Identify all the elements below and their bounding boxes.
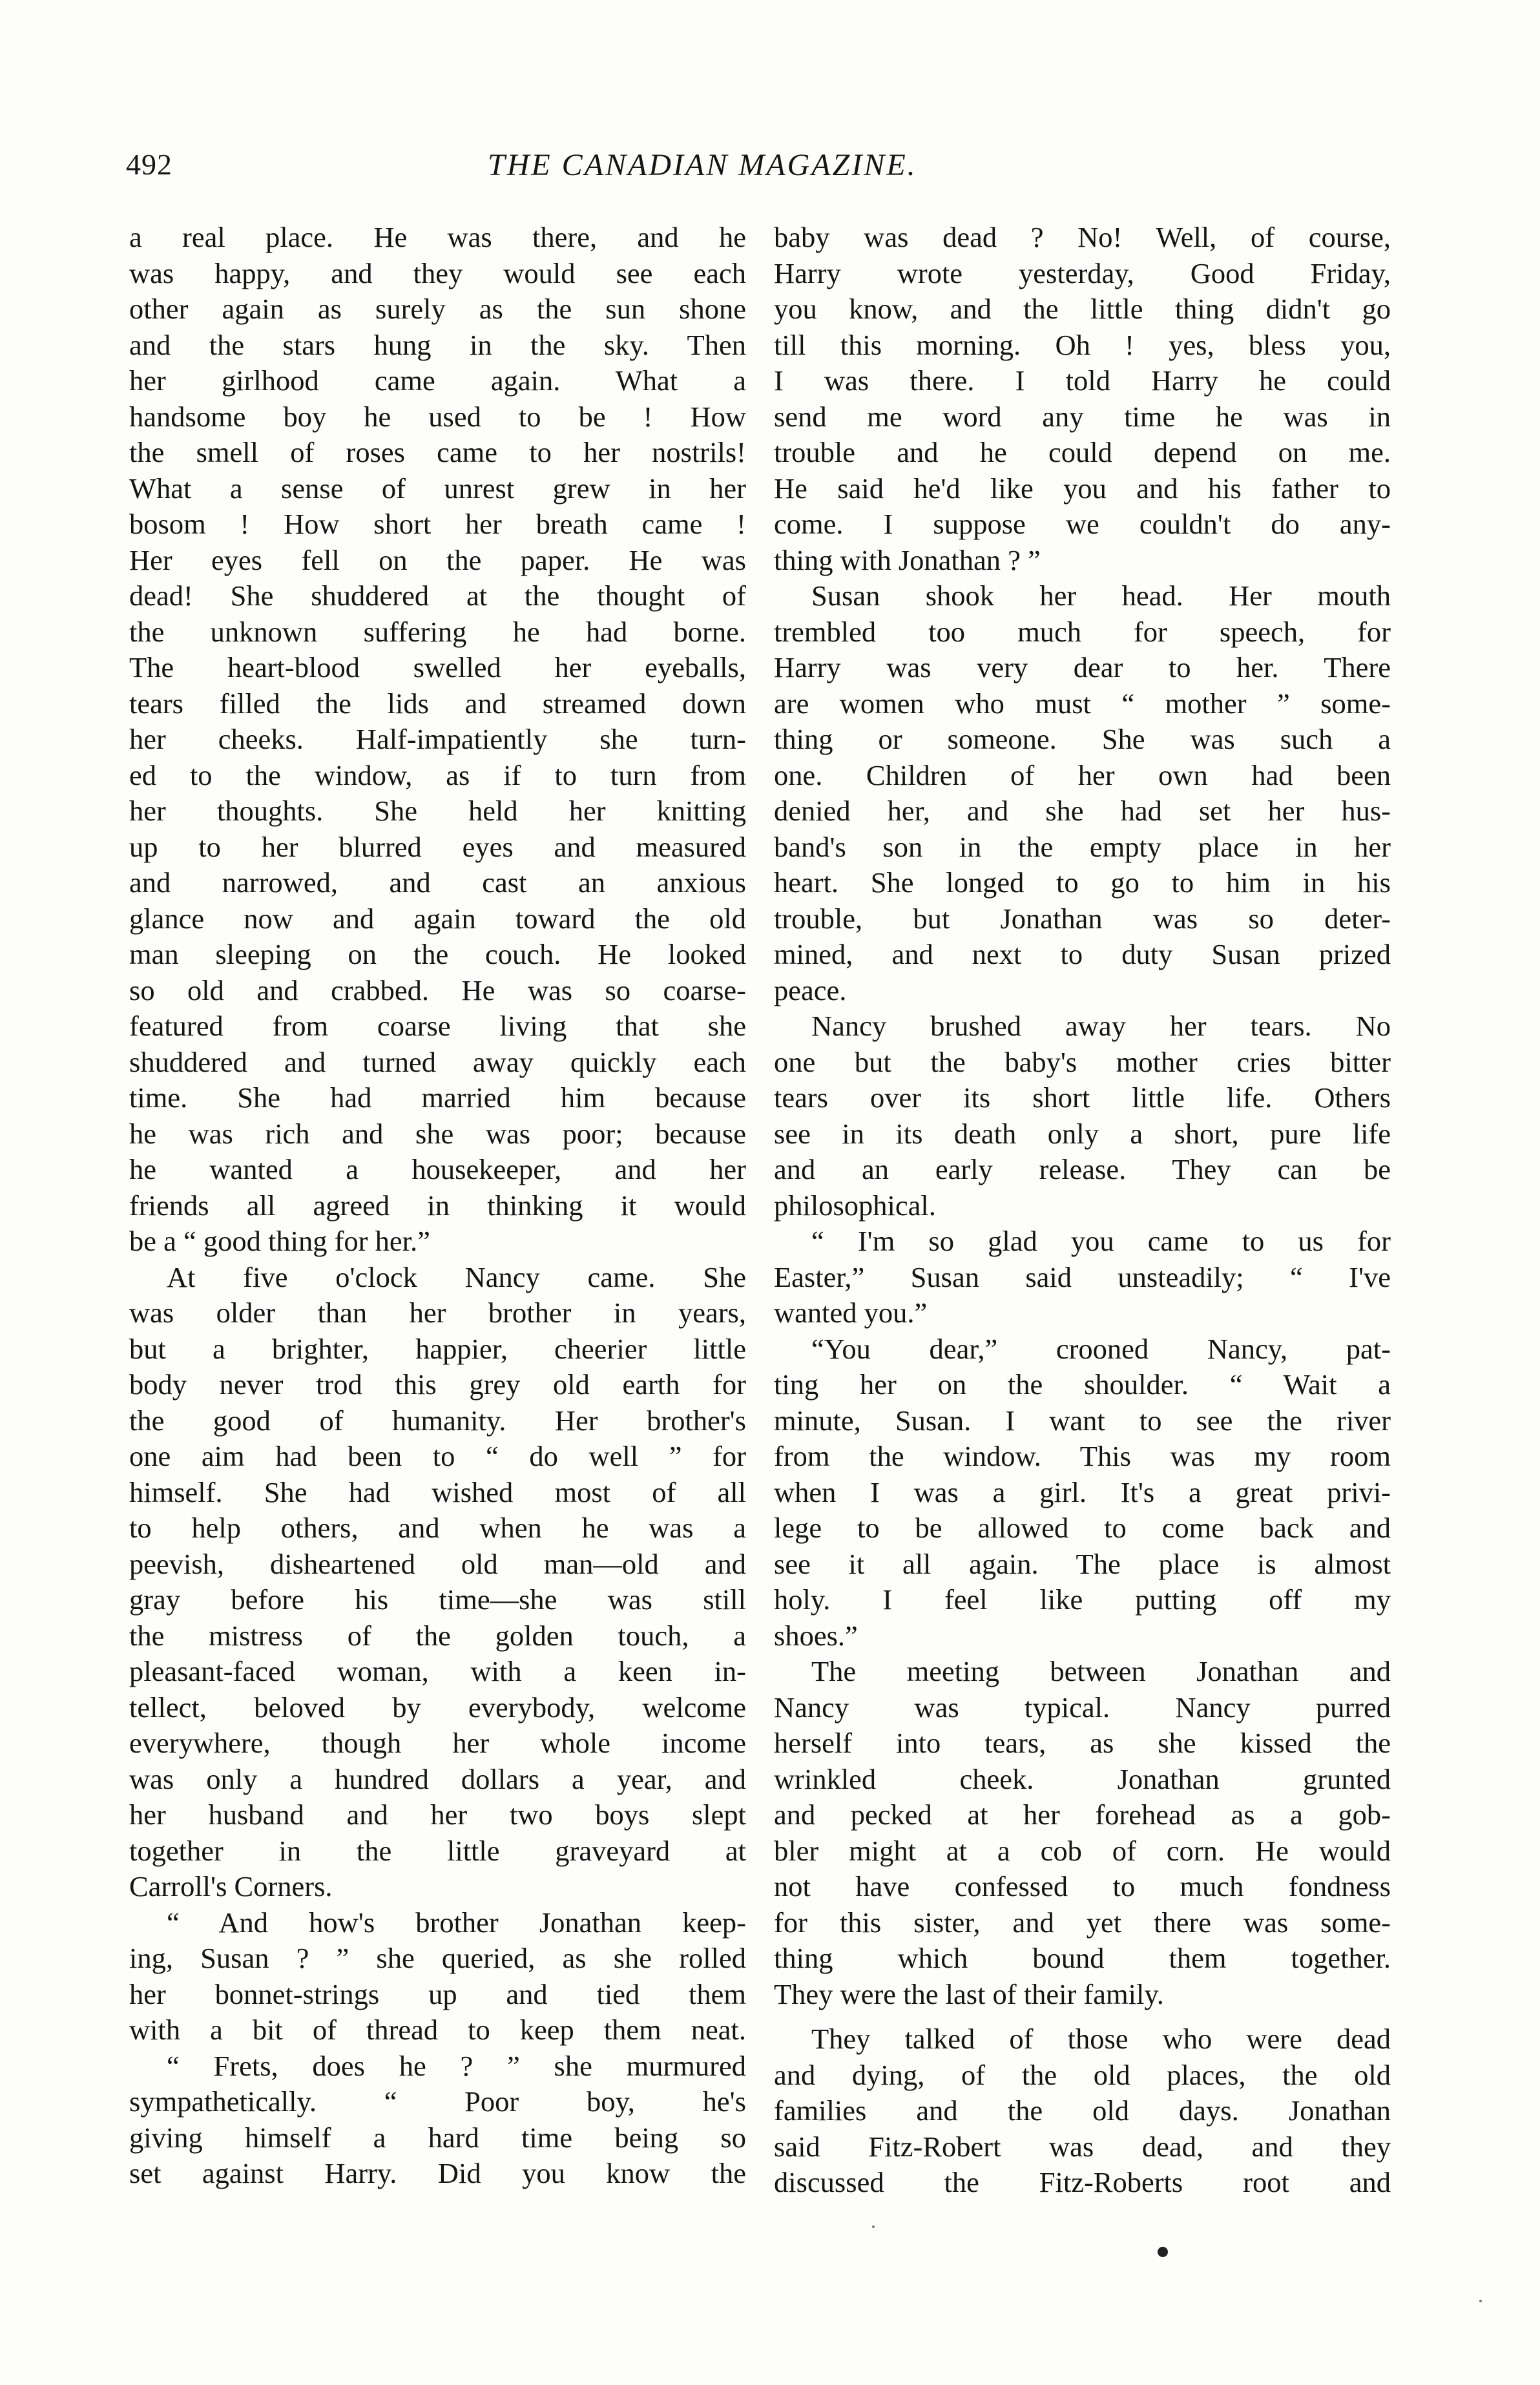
text-line: Nancy brushed away her tears. No [811,1010,1391,1042]
text-line: her bonnet-strings up and tied them [129,1977,746,2010]
text-line: and an early release. They can be [774,1153,1391,1185]
text-line: you know, and the little thing didn't go [774,293,1391,325]
text-line: ed to the window, as if to turn from [129,758,746,791]
text-line: was happy, and they would see each [129,256,746,289]
text-line: I was there. I told Harry he could [774,364,1391,397]
text-line: dead! She shuddered at the thought of [129,579,746,612]
text-line: mined, and next to duty Susan prized [774,938,1391,970]
text-line: denied her, and she had set her hus- [774,795,1391,827]
text-line: tears filled the lids and streamed down [129,687,746,720]
text-line: trembled too much for speech, for [774,615,1391,648]
page-number: 492 [126,148,172,181]
text-line: band's son in the empty place in her [774,830,1391,863]
text-line: shoes.” [774,1619,858,1652]
text-line: send me word any time he was in [774,400,1391,433]
text-line: not have confessed to much fondness [774,1870,1391,1902]
text-line: tellect, beloved by everybody, welcome [129,1691,746,1724]
text-line: for this sister, and yet there was some- [774,1906,1391,1939]
text-line: He said he'd like you and his father to [774,472,1391,505]
text-line: was older than her brother in years, [129,1297,746,1329]
text-line: a real place. He was there, and he [129,221,746,253]
text-line: and dying, of the old places, the old [774,2058,1391,2091]
text-line: pleasant-faced woman, with a keen in- [129,1655,746,1687]
text-line: up to her blurred eyes and measured [129,830,746,863]
text-line: friends all agreed in thinking it would [129,1189,746,1222]
text-line: featured from coarse living that she [129,1010,746,1042]
text-line: the smell of roses came to her nostrils! [129,436,746,468]
text-line: giving himself a hard time being so [129,2121,746,2154]
text-line: Her eyes fell on the paper. He was [129,543,746,576]
text-line: thing with Jonathan ? ” [774,543,1041,576]
left-text-column [129,220,746,2192]
text-line: so old and crabbed. He was so coarse- [129,974,746,1006]
right-text-column [774,220,1391,2201]
text-line: and narrowed, and cast an anxious [129,866,746,899]
text-line: but a brighter, happier, cheerier little [129,1332,746,1365]
text-line: are women who must “ mother ” some- [774,687,1391,720]
text-line: be a “ good thing for her.” [129,1225,430,1257]
page-header [126,147,1399,199]
text-line: “ And how's brother Jonathan keep- [167,1906,746,1939]
text-line: thing or someone. She was such a [774,723,1391,755]
text-line: wanted you.” [774,1297,928,1329]
text-line: the good of humanity. Her brother's [129,1404,746,1437]
text-line: her thoughts. She held her knitting [129,795,746,827]
text-line: said Fitz-Robert was dead, and they [774,2130,1391,2163]
text-line: he was rich and she was poor; because [129,1117,746,1150]
text-line: other again as surely as the sun shone [129,293,746,325]
text-line: he wanted a housekeeper, and her [129,1153,746,1185]
text-line: was only a hundred dollars a year, and [129,1762,746,1795]
text-line: families and the old days. Jonathan [774,2094,1391,2127]
text-line: heart. She longed to go to him in his [774,866,1391,899]
text-line: wrinkled cheek. Jonathan grunted [774,1762,1391,1795]
text-line: minute, Susan. I want to see the river [774,1404,1391,1437]
text-line: peevish, disheartened old man—old and [129,1547,746,1580]
text-line: The meeting between Jonathan and [811,1655,1391,1687]
text-line: her cheeks. Half-impatiently she turn- [129,723,746,755]
running-title: THE CANADIAN MAGAZINE. [488,148,917,182]
text-line: trouble and he could depend on me. [774,436,1391,468]
text-line: the unknown suffering he had borne. [129,615,746,648]
text-line: and pecked at her forehead as a gob- [774,1798,1391,1831]
text-line: shuddered and turned away quickly each [129,1045,746,1078]
text-line: They were the last of their family. [774,1977,1164,2010]
text-line: philosophical. [774,1189,936,1222]
text-line: holy. I feel like putting off my [774,1583,1391,1616]
text-line: What a sense of unrest grew in her [129,472,746,505]
text-line: himself. She had wished most of all [129,1475,746,1508]
text-line: gray before his time—she was still [129,1583,746,1616]
text-line: with a bit of thread to keep them neat. [129,2014,746,2046]
margin-speck [1479,2300,1482,2302]
text-line: Harry wrote yesterday, Good Friday, [774,256,1391,289]
text-line: Harry was very dear to her. There [774,651,1391,683]
text-line: set against Harry. Did you know the [129,2157,746,2189]
text-line: tears over its short little life. Others [774,1081,1391,1114]
text-line: Carroll's Corners. [129,1870,333,1902]
text-line: everywhere, though her whole income [129,1727,746,1759]
text-line: “ I'm so glad you came to us for [811,1225,1391,1257]
text-line: The heart-blood swelled her eyeballs, [129,651,746,683]
text-line: one. Children of her own had been [774,758,1391,791]
text-line: trouble, but Jonathan was so deter- [774,902,1391,935]
text-line: They talked of those who were dead [811,2023,1391,2055]
text-line: one aim had been to “ do well ” for [129,1440,746,1472]
text-line: see in its death only a short, pure life [774,1117,1391,1150]
text-line: see it all again. The place is almost [774,1547,1391,1580]
text-line: one but the baby's mother cries bitter [774,1045,1391,1078]
text-line: time. She had married him because [129,1081,746,1114]
text-line: man sleeping on the couch. He looked [129,938,746,970]
text-line: discussed the Fitz-Roberts root and [774,2166,1391,2198]
text-line: the mistress of the golden touch, a [129,1619,746,1652]
text-line: bosom ! How short her breath came ! [129,508,746,540]
text-line: “ Frets, does he ? ” she murmured [167,2049,746,2082]
text-line: her husband and her two boys slept [129,1798,746,1831]
text-line: when I was a girl. It's a great privi- [774,1475,1391,1508]
text-line: together in the little graveyard at [129,1834,746,1867]
text-line: till this morning. Oh ! yes, bless you, [774,328,1391,361]
text-line: ing, Susan ? ” she queried, as she rolled [129,1942,746,1974]
text-line: bler might at a cob of corn. He would [774,1834,1391,1867]
text-line: to help others, and when he was a [129,1512,746,1544]
text-line: and the stars hung in the sky. Then [129,328,746,361]
text-line: from the window. This was my room [774,1440,1391,1472]
text-line: thing which bound them together. [774,1942,1391,1974]
text-line: handsome boy he used to be ! How [129,400,746,433]
text-line: sympathetically. “ Poor boy, he's [129,2085,746,2118]
printer-mark-dot [1158,2247,1168,2257]
text-line: At five o'clock Nancy came. She [167,1260,746,1293]
text-line: Easter,” Susan said unsteadily; “ I've [774,1260,1391,1293]
text-line: peace. [774,974,847,1006]
text-line: body never trod this grey old earth for [129,1368,746,1401]
text-line: Nancy was typical. Nancy purred [774,1691,1391,1724]
text-line: baby was dead ? No! Well, of course, [774,221,1391,253]
text-line: her girlhood came again. What a [129,364,746,397]
text-line: herself into tears, as she kissed the [774,1727,1391,1759]
text-line: glance now and again toward the old [129,902,746,935]
text-line: Susan shook her head. Her mouth [811,579,1391,612]
text-line: “You dear,” crooned Nancy, pat- [811,1332,1391,1365]
text-line: lege to be allowed to come back and [774,1512,1391,1544]
speck-mark [872,2225,875,2228]
text-line: come. I suppose we couldn't do any- [774,508,1391,540]
text-line: ting her on the shoulder. “ Wait a [774,1368,1391,1401]
